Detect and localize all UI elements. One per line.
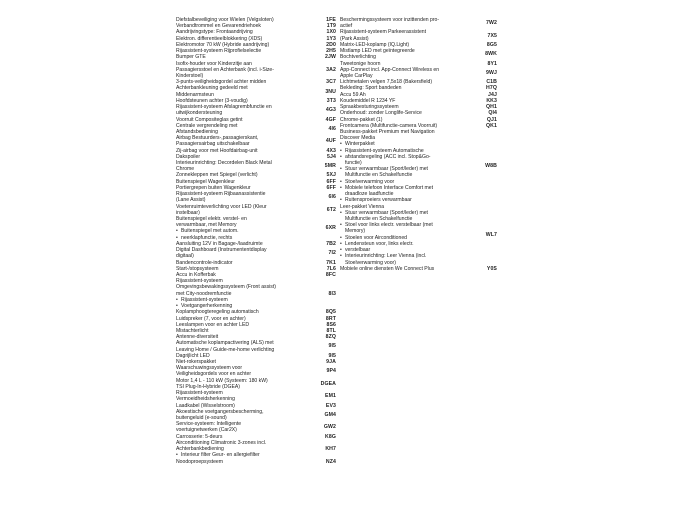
option-description-line: Aansluiting 12V in Bagage-/laadruimte	[176, 240, 263, 247]
option-description	[176, 390, 322, 402]
option-description	[340, 17, 483, 29]
option-code: 6FF	[326, 184, 336, 191]
option-description-line: Interieurinrichting: Decordelen Black Metal	[176, 160, 272, 167]
option-description-line: (Lane Assist)	[176, 197, 206, 204]
option-description-line: Digital Dashboard (Instrumententdisplay	[176, 247, 267, 254]
option-description	[176, 421, 322, 433]
option-description-line: Centrale vergrendeling met	[176, 122, 238, 129]
option-description-line: Accu 59 Ah	[340, 91, 366, 98]
option-sub-item: • Rijassistent-systeem Automatische	[340, 148, 481, 154]
option-description-line: Dakspoiler	[176, 153, 201, 160]
option-description-line: Mobiele online diensten We Connect Plus	[340, 265, 435, 272]
option-description-line: TSI Plug-In-Hybride (DGEA)	[176, 383, 240, 390]
option-description-line: met City-noodremfunctie	[176, 290, 232, 297]
option-code: 1FE	[326, 17, 336, 23]
options-column-left	[176, 17, 336, 465]
option-description-line: Middenarmsteun	[176, 91, 214, 98]
option-description-line: buitengeluid (e-sound)	[176, 415, 227, 421]
option-description-line: Antenne-diversiteit	[176, 334, 219, 341]
option-description-line: Leaving Home / Guide-me-home verlichting	[176, 346, 275, 353]
option-description-line: Mistlamp LED met geïntegreerde	[340, 48, 415, 55]
option-description-line: Spraakbesturingssysteem	[340, 104, 399, 111]
option-description-line: actief	[340, 23, 353, 30]
option-code: 2H5	[326, 48, 336, 55]
option-code: QH1	[486, 104, 497, 111]
option-description-line: Passagiersstoel en Achterbank (incl. i-Size-	[176, 66, 274, 73]
option-code: J4J	[488, 91, 497, 98]
option-code: 4X3	[326, 147, 336, 154]
option-row	[340, 67, 497, 79]
option-row	[176, 459, 336, 465]
option-code: 4UF	[325, 138, 336, 145]
option-description	[176, 247, 322, 259]
option-row	[176, 204, 336, 216]
option-row	[176, 365, 336, 377]
option-code: 8WK	[485, 51, 497, 58]
option-description-line: Carrosserie: 5-deurs	[176, 433, 223, 440]
option-sub-item: • Stuur verwarmbaar (Sport/leder) met	[340, 210, 481, 216]
option-description-line: Chrome	[176, 166, 195, 173]
option-description	[176, 278, 322, 309]
option-description-line: Isofix-houder voor Kinderzitje aan	[176, 60, 252, 67]
option-row	[176, 409, 336, 421]
option-code: 6FF	[326, 178, 336, 185]
option-sub-item: • neerklapfunctie, rechts	[176, 235, 320, 241]
option-code: H7Q	[486, 85, 497, 92]
option-sub-item: Stoelverwarming voor)	[345, 259, 396, 266]
option-code: 3NU	[325, 88, 336, 95]
option-description-line: Omgevingsbewakingssysteem (Front assist)	[176, 284, 276, 291]
option-row	[176, 440, 336, 459]
option-description-line: voertuignetwerken (Car2X)	[176, 427, 237, 434]
option-description-line: instelbaar)	[176, 209, 200, 216]
option-row	[340, 204, 497, 266]
option-row	[176, 216, 336, 241]
option-description-line: Rijassistent-systeem	[176, 390, 223, 397]
option-description-line: Tweetonige hoorn	[340, 60, 381, 67]
option-code: KH7	[325, 446, 336, 453]
option-description-line: Zij-airbag voor met Hoofdairbag-unit	[176, 147, 258, 154]
option-description	[340, 67, 483, 79]
option-code: 4G3	[325, 107, 336, 114]
option-code: 6XR	[325, 225, 336, 232]
option-description-line: Rijassistent-systeem Parkeerassistent	[340, 29, 427, 36]
option-row	[176, 160, 336, 172]
option-description	[340, 48, 483, 60]
option-description	[176, 85, 322, 97]
option-description-line: 3-punts-veiligheidsgordel achter midden	[176, 79, 267, 86]
option-description-line: Noodoproepsysteem	[176, 458, 224, 465]
option-description-line: Leer-pakket Vienna	[340, 203, 385, 210]
option-code: 4GF	[325, 116, 336, 123]
option-description-line: Motor 1,4 L - 110 kW (Systeem: 180 kW)	[176, 377, 268, 384]
option-sub-item: • Stoelverwarming voor	[340, 179, 481, 185]
option-description	[176, 104, 322, 116]
option-sub-item: • Stoel voor links electr. verstelbaar (met	[340, 222, 481, 228]
option-sub-item: • verstelbaar	[340, 247, 481, 253]
option-code: 1Y3	[326, 35, 336, 42]
option-row	[176, 123, 336, 135]
option-sub-item: Multifunctie en Schakelfunctie	[345, 216, 413, 222]
option-code: QI4	[488, 110, 497, 117]
option-sub-item: • Winterpakket	[340, 141, 481, 147]
option-description	[176, 409, 322, 421]
option-description-line: Voorruit Compositeglas getint	[176, 116, 243, 123]
option-description	[340, 266, 483, 272]
option-code: 8G5	[486, 41, 497, 48]
option-code: 7K1	[326, 259, 336, 266]
option-description-line: Kinderstoel)	[176, 72, 204, 79]
option-code: 6T2	[326, 206, 336, 213]
option-code: NZ4	[325, 458, 336, 465]
option-code: 1T9	[326, 23, 336, 30]
option-description-line: Apple CarPlay	[340, 72, 373, 79]
option-row	[340, 29, 497, 41]
option-description	[340, 129, 483, 204]
option-description-line: Buitenspiegel elektr. verstel- en	[176, 216, 247, 222]
option-code: 8TL	[326, 327, 336, 334]
option-description-line: Accu in Kofferbak	[176, 271, 216, 278]
option-description	[176, 378, 321, 390]
option-code: 5XJ	[326, 172, 336, 179]
option-description-line: Afstandsbediening	[176, 128, 218, 135]
option-description-line: Onderhoud: zonder Longlife-Service	[340, 110, 422, 117]
option-description	[340, 29, 483, 41]
option-description-line: Akoestische voetgangersbescherming,	[176, 408, 264, 415]
option-code: EM1	[325, 393, 336, 400]
option-description-line: Voetenruimteverlichting voor LED (Kleur	[176, 203, 267, 210]
option-description-line: Laadkabel (Wisselstroom)	[176, 402, 235, 409]
option-description-line: Chrome-pakket (1)	[340, 116, 383, 123]
option-code: 8I3	[328, 290, 336, 297]
option-code: 1X0	[326, 29, 336, 36]
option-sub-item: • afstandsregeling (ACC incl. Stop&Go-	[340, 154, 481, 160]
option-description-line: Rijassistent-systeem Afslagrembfunctie en	[176, 104, 272, 111]
option-code: 8ZQ	[325, 334, 336, 341]
option-description-line: Beschermingssysteem voor inzittenden pro-	[340, 17, 440, 23]
option-description-line: uitwijkondersteuning	[176, 110, 223, 117]
option-sub-item: • Mobiele telefoon Interface Comfort met	[340, 185, 481, 191]
option-row	[176, 340, 336, 352]
option-sub-item: • Lendensteun voor, links electr.	[340, 241, 481, 247]
option-description-line: Diefstalbeveiliging voor Wielen (Velgsloten)	[176, 17, 274, 23]
option-description-line: Achterbankbediening	[176, 446, 224, 453]
option-sub-item: • Buitenspiegel met autom.	[176, 228, 320, 234]
option-code: DGEA	[320, 380, 336, 387]
option-description-line: Frontcamera (Multifunctie-camera Voorruit)	[340, 122, 438, 129]
option-description-line: Buitenspiegel Wagenkleur	[176, 178, 235, 185]
option-code: KK3	[486, 97, 497, 104]
option-code: W8B	[485, 163, 497, 170]
option-description	[176, 440, 322, 459]
option-description-line: Bandencontrole-indicator	[176, 259, 233, 266]
option-description-line: Bochtverlichting	[340, 54, 376, 61]
option-description-line: Verbandtrommel en Gevarendriehoek	[176, 23, 261, 30]
option-description-line: Bumper GTE	[176, 54, 206, 61]
option-description-line: Service-systeem: Intelligente	[176, 421, 242, 428]
option-code: 4I6	[328, 125, 336, 132]
option-code: 9I5	[328, 352, 336, 359]
option-code: 7X5	[487, 32, 497, 39]
option-code: EV3	[325, 402, 336, 409]
option-description	[176, 216, 322, 241]
option-code: 7I2	[328, 250, 336, 257]
option-description-line: Hoofdsteunen achter (3-voudig)	[176, 97, 248, 104]
option-description-line: Elektron. differentieelblokkering (XDS)	[176, 35, 263, 42]
option-row	[176, 61, 336, 80]
option-description-line: Discover Media	[340, 135, 376, 142]
option-row	[340, 129, 497, 204]
option-code: 7L6	[326, 265, 336, 272]
option-description	[176, 191, 322, 203]
option-code: QK1	[486, 122, 497, 129]
option-sub-item: • Rijassistent-systeem	[176, 297, 320, 303]
option-sub-item: • Voetgangerherkenning	[176, 303, 320, 309]
option-code: 9WJ	[486, 69, 497, 76]
option-row	[176, 421, 336, 433]
option-description-line: App-Connect incl. App-Connect Wireless en	[340, 66, 440, 73]
option-description-line: Rijassistent-systeem Rijprofielselectie	[176, 48, 262, 55]
option-code: 8FC	[325, 271, 336, 278]
option-row	[176, 390, 336, 402]
option-description-line: verwarmbaar, met Memory	[176, 222, 237, 229]
option-description-line: Mistachterlicht	[176, 327, 209, 334]
option-code: QJ1	[486, 116, 497, 123]
option-description-line: Matrix-LED-koplamp (IQ.Light)	[340, 41, 410, 48]
option-sub-item: • Stuur verwarmbaar (Sport/leder) met	[340, 166, 481, 172]
option-description-line: Airbag Bestuurders-,passagierskant,	[176, 135, 259, 142]
option-row	[340, 266, 497, 272]
option-code: Y0S	[486, 265, 497, 272]
option-description-line: digitaal)	[176, 253, 194, 260]
option-description	[340, 204, 483, 266]
option-description-line: Business-pakket Premium met Navigation	[340, 128, 435, 135]
option-code: 3T3	[326, 97, 336, 104]
option-description-line: Leeslampen voor en achter LED	[176, 321, 250, 328]
option-description-line: Luidspreker (7, voor en achter)	[176, 315, 246, 322]
option-code: 9I5	[328, 343, 336, 350]
option-code: 2D0	[326, 41, 336, 48]
option-description	[176, 340, 322, 352]
option-description	[176, 365, 322, 377]
option-description-line: Achterbankleuning gedeeld met	[176, 85, 248, 92]
option-row	[340, 17, 497, 29]
option-code: 3A2	[326, 66, 336, 73]
option-description-line: Passagiersairbag uitschakelbaar	[176, 141, 250, 148]
option-description	[176, 135, 322, 147]
option-description-line: Waarschuwingssysteem voor	[176, 365, 243, 372]
option-code: 8Y1	[487, 60, 497, 67]
option-description-line: Veiligheidsgordels voor en achter	[176, 371, 252, 378]
option-row	[176, 378, 336, 390]
option-description-line: Automatische koplampactivering (ALS) met	[176, 340, 274, 347]
option-code: 9P4	[326, 368, 336, 375]
option-code: GM4	[324, 411, 336, 418]
option-sub-item: • Stoelen voor Airconditioned	[340, 235, 481, 241]
option-row	[176, 191, 336, 203]
option-sub-item: Memory)	[345, 228, 366, 235]
option-code: 8S6	[326, 321, 336, 328]
option-sub-item: draadloze laadfunctie	[345, 191, 394, 198]
option-code: 5MR	[324, 163, 336, 170]
option-description	[176, 204, 322, 216]
option-sub-item: Multifunctie en Schakelfunctie	[345, 172, 413, 179]
option-description	[176, 123, 322, 135]
option-code: 8Q5	[325, 309, 336, 316]
option-sub-item: functie)	[345, 160, 362, 167]
option-code: 7B2	[326, 240, 336, 247]
option-code: GW2	[323, 424, 336, 431]
option-row	[176, 104, 336, 116]
option-code: 7W2	[486, 20, 497, 27]
option-code: 5J4	[327, 153, 336, 160]
option-sub-item: • Interieur filter Geur- en allergiefilter	[176, 452, 320, 458]
option-description-line: Zonnekleppen met Spiegel (verlicht)	[176, 172, 258, 179]
option-description-line: Portiergrepen buiten Wagenkleur	[176, 184, 251, 191]
option-row	[176, 278, 336, 309]
option-description-line: Elektromotor 70 kW (Hybride aandrijving)	[176, 41, 270, 48]
option-code: K8G	[325, 433, 336, 440]
option-description-line: Airconditioning Climatronic 3-zones incl.	[176, 439, 267, 446]
option-code: C1B	[486, 79, 497, 86]
option-sub-item: • Interieurinrichting: Leer Vienna (incl.	[340, 253, 481, 259]
option-code: WL7	[485, 231, 497, 238]
option-row	[340, 48, 497, 60]
option-code: 8RT	[325, 315, 336, 322]
options-column-right	[340, 17, 497, 272]
option-description-line: Rijassistent-systeem Rijbaanassistentie	[176, 191, 266, 198]
option-row	[176, 247, 336, 259]
option-description-line: Vermoeidheidsherkenning	[176, 396, 235, 403]
option-code: 3C7	[326, 79, 336, 86]
option-description	[176, 160, 322, 172]
option-description-line: Koudemiddel R 1234 YF	[340, 97, 396, 104]
option-description	[176, 61, 322, 80]
option-description-line: Niet-rokerspakket	[176, 359, 216, 366]
option-description-line: Koplamphoogteregeling automatisch	[176, 309, 259, 316]
option-description-line: Start-/stopsysteem	[176, 265, 219, 272]
option-description-line: Bekleding: Sport bandeden	[340, 85, 402, 92]
option-description-line: Dagrijlicht LED	[176, 352, 210, 359]
option-description-line: Rijassistent-systeem	[176, 278, 223, 285]
option-code: 6I6	[328, 194, 336, 201]
option-description	[176, 459, 322, 465]
option-row	[176, 85, 336, 97]
option-code: 9JA	[326, 359, 336, 366]
option-sub-item: • Ruitensproeiers verwarmbaar	[340, 197, 481, 203]
option-description-line: (Park Assist)	[340, 35, 369, 42]
option-code: 2JW	[325, 54, 336, 61]
option-description-line: Lichtmetalen velgen 7,5x18 (Bakersfield)	[340, 79, 433, 86]
option-description-line: Aandrijvingstype: Frontaandrijving	[176, 29, 253, 36]
option-row	[176, 135, 336, 147]
